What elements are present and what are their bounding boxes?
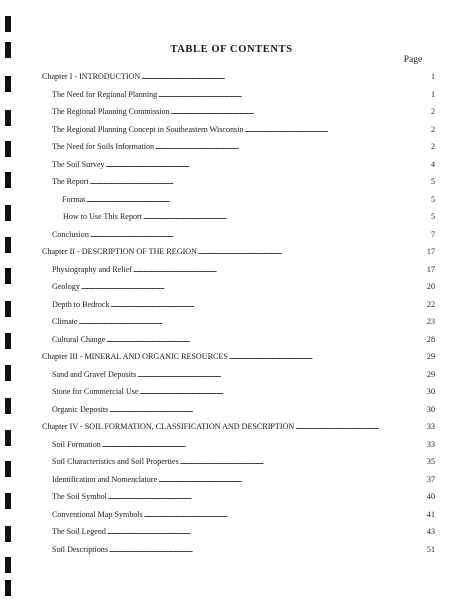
toc-entry-page-number: 51 [426,544,435,554]
toc-section-entry [42,335,438,353]
dot-leader [109,545,405,554]
toc-entry-label: Climate [52,317,78,327]
toc-entry-label: The Regional Planning Concept in Southeastern Wisconsin [52,124,244,134]
toc-entry-page-number: 4 [430,159,435,169]
toc-entry-page-number: 5 [430,212,435,222]
toc-entry-label: The Soil Survey [52,159,105,169]
binding-mark [5,580,11,596]
toc-entry-page-number: 2 [430,124,435,134]
toc-entry-page-number: 1 [430,89,435,99]
dot-leader [155,142,405,151]
toc-entry-page-number: 22 [426,299,435,309]
toc-section-entry [42,475,438,493]
page-title: TABLE OF CONTENTS [170,44,293,55]
toc-entry-label: Sand and Gravel Deposits [52,369,137,379]
toc-section-entry [42,510,438,528]
binding-mark [5,461,11,477]
toc-section-entry [42,195,438,213]
toc-section-entry [42,177,438,195]
toc-section-entry [42,300,438,318]
toc-entry-page-number: 43 [426,527,435,537]
toc-entry-label: Conclusion [52,229,89,239]
dot-leader [245,125,406,134]
dot-leader [229,352,405,361]
toc-section-entry [42,457,438,475]
toc-chapter-entry [42,352,438,370]
dot-leader [86,195,405,204]
toc-entry-label: Chapter II - DESCRIPTION OF THE REGION [42,247,197,257]
toc-entry-page-number: 29 [426,352,435,362]
dot-leader [133,265,405,274]
toc-entry-label: Conventional Map Symbols [52,509,143,519]
binding-mark [5,237,11,253]
dot-leader [107,527,405,536]
toc-entry-label: The Soil Legend [52,527,106,537]
dot-leader [79,317,405,326]
toc-entry-page-number: 40 [426,492,435,502]
toc-entry-label: Stone for Commercial Use [52,387,139,397]
toc-entry-page-number: 23 [426,317,435,327]
dot-leader [90,230,405,239]
toc-section-entry [42,492,438,510]
toc-entry-page-number: 17 [426,264,435,274]
toc-entry-label: The Need for Soils Information [52,142,155,152]
binding-mark [5,557,11,573]
toc-entry-page-number: 1 [430,72,435,81]
dot-leader [143,212,405,221]
binding-mark [5,76,11,92]
toc-section-entry [42,282,438,300]
toc-entry-page-number: 35 [426,457,435,467]
toc-entry-label: Depth to Bedrock [52,299,110,309]
dot-leader [158,90,405,99]
toc-section-entry [42,160,438,178]
toc-section-entry [42,265,438,283]
binding-mark [5,141,11,157]
toc-entry-page-number: 7 [430,229,435,239]
binding-mark [5,301,11,317]
binding-mark [5,268,11,284]
toc-entry-page-number: 41 [426,509,435,519]
dot-leader [106,160,405,169]
toc-entry-label: The Regional Planning Commission [52,107,170,117]
toc-entry-label: Geology [52,282,80,292]
toc-entry-page-number: 30 [426,404,435,414]
toc-entry-page-number: 28 [426,334,435,344]
toc-entry-label: Chapter I - INTRODUCTION [42,72,141,81]
dot-leader [106,335,405,344]
toc-entry-page-number: 2 [430,107,435,117]
toc-entry-label: Soil Descriptions [52,544,108,554]
toc-section-entry [42,527,438,545]
toc-entry-page-number: 5 [430,194,435,204]
toc-entry-label: Cultural Change [52,334,106,344]
dot-leader [180,457,405,466]
toc-entry-page-number: 30 [426,387,435,397]
toc-chapter-entry [42,72,438,90]
binding-mark [5,16,11,32]
toc-entry-page-number: 33 [426,439,435,449]
toc-chapter-entry [42,247,438,265]
binding-mark [5,430,11,446]
binding-mark [5,205,11,221]
toc-section-entry [42,212,438,230]
toc-entry-label: Chapter III - MINERAL AND ORGANIC RESOURCES [42,352,228,362]
toc-entry-label: Soil Characteristics and Soil Properties [52,457,179,467]
toc-section-entry [42,90,438,108]
toc-entry-label: How to Use This Report [63,212,142,222]
toc-entry-page-number: 17 [426,247,435,257]
dot-leader [171,107,405,116]
toc-entry-label: Identification and Nomenclature [52,474,158,484]
dot-leader [141,72,405,81]
toc-section-entry [42,370,438,388]
dot-leader [102,440,405,449]
toc-section-entry [42,440,438,458]
binding-mark [5,526,11,542]
toc-entry-label: The Soil Symbol [52,492,107,502]
binding-mark [5,172,11,188]
binding-mark [5,333,11,349]
toc-entry-page-number: 33 [426,422,435,432]
toc-entry-label: The Need for Regional Planning [52,89,158,99]
dot-leader [137,370,405,379]
toc-entry-label: Soil Formation [52,439,101,449]
dot-leader [109,405,405,414]
dot-leader [295,422,405,431]
toc-section-entry [42,230,438,248]
dot-leader [158,475,405,484]
toc-section-entry [42,125,438,143]
binding-mark [5,110,11,126]
toc-entry-page-number: 29 [426,369,435,379]
toc-entry-page-number: 20 [426,282,435,292]
toc-section-entry [42,387,438,405]
toc-entry-label: The Report [52,177,89,187]
binding-mark [5,398,11,414]
dot-leader [81,282,405,291]
toc-entry-label: Format [62,194,86,204]
dot-leader [140,387,405,396]
toc-section-entry [42,545,438,563]
toc-entry-label: Chapter IV - SOIL FORMATION, CLASSIFICATION AND DESCRIPTION [42,422,295,432]
dot-leader [111,300,405,309]
binding-mark [5,493,11,509]
toc-entry-page-number: 37 [426,474,435,484]
toc-entry-page-number: 5 [430,177,435,187]
toc-chapter-entry [42,422,438,440]
toc-section-entry [42,142,438,160]
toc-section-entry [42,405,438,423]
binding-mark [5,365,11,381]
toc-list [42,72,438,562]
toc-entry-label: Organic Deposits [52,404,109,414]
dot-leader [90,177,405,186]
toc-entry-page-number: 2 [430,142,435,152]
dot-leader [198,247,405,256]
toc-section-entry [42,317,438,335]
page-column-header: Page [403,55,423,65]
toc-entry-label: Physiography and Relief [52,264,133,274]
toc-section-entry [42,107,438,125]
dot-leader [144,510,405,519]
dot-leader [108,492,405,501]
